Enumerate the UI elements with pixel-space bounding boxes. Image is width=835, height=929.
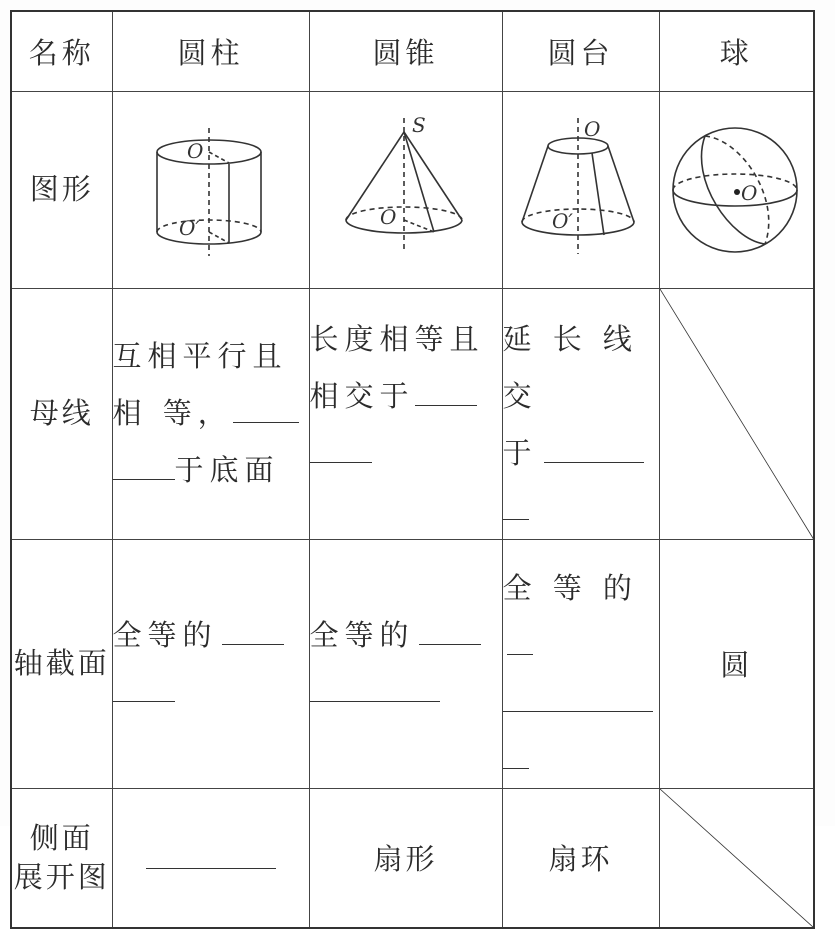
cyl-gen-line2-wrap <box>113 385 309 442</box>
frustum-figure-cell <box>502 91 659 288</box>
sphere-figure-cell <box>659 91 814 288</box>
fill-blank <box>310 675 440 702</box>
frustum-axial-line3-wrap <box>503 731 659 788</box>
fill-blank <box>544 436 644 463</box>
fill-blank <box>113 453 175 480</box>
frustum-gen-line2: 于 <box>502 435 538 470</box>
cone-base-center-label: O <box>379 204 396 229</box>
cyl-axial-text: 全等的 <box>112 617 218 652</box>
cylinder-figure <box>121 110 301 270</box>
generatrix-row <box>11 288 814 539</box>
cyl-bottom-center-label: O′ <box>178 215 200 240</box>
axial-row-label: 轴截面 <box>11 539 112 788</box>
not-applicable-slash <box>660 789 814 928</box>
frustum-top-center-label: O <box>583 116 600 141</box>
figure-row-label: 图形 <box>11 91 112 288</box>
cone-axial-cell <box>309 539 502 788</box>
cone-axial-line2-wrap <box>310 664 502 721</box>
fill-blank <box>507 628 533 655</box>
cone-axial-line1-wrap <box>310 607 502 664</box>
frustum-gen-line2-wrap <box>503 425 659 482</box>
fill-blank <box>503 742 529 769</box>
frustum-gen-line3-wrap <box>503 482 659 539</box>
cone-lateral-cell: 扇形 <box>309 788 502 928</box>
frustum-gen-line1: 延 长 线 交 <box>502 321 638 413</box>
header-frustum: 圆台 <box>502 11 659 91</box>
fill-blank <box>415 379 477 406</box>
frustum-figure <box>506 110 656 270</box>
fill-blank <box>503 685 653 712</box>
fill-blank <box>233 396 299 423</box>
cylinder-figure-cell <box>112 91 309 288</box>
cone-generatrix-cell <box>309 288 502 539</box>
frustum-axial-line1-wrap <box>503 560 659 674</box>
sphere-center-label: O <box>741 180 758 205</box>
cone-gen-line2: 相交于 <box>309 378 415 413</box>
lateral-row-label <box>11 788 112 928</box>
header-row <box>11 11 814 91</box>
cone-figure <box>316 110 496 270</box>
fill-blank <box>113 675 175 702</box>
cyl-gen-line2: 相 等， <box>112 396 233 430</box>
cylinder-axial-cell <box>112 539 309 788</box>
cylinder-generatrix-cell <box>112 288 309 539</box>
frustum-generatrix-cell <box>502 288 659 539</box>
header-sphere: 球 <box>659 11 814 91</box>
generatrix-row-label: 母线 <box>11 288 112 539</box>
header-cone: 圆锥 <box>309 11 502 91</box>
cyl-top-center-label: O <box>186 138 203 163</box>
fill-blank <box>310 436 372 463</box>
cyl-axial-line2-wrap <box>113 664 309 721</box>
frustum-axial-text: 全 等 的 <box>502 570 638 605</box>
lateral-label-line1: 侧面 <box>29 820 94 855</box>
frustum-bottom-center-label: O′ <box>551 208 573 233</box>
cyl-gen-line3-wrap <box>113 442 309 499</box>
cone-gen-line1: 长度相等且 <box>309 321 485 356</box>
cone-gen-line2-wrap <box>310 368 502 425</box>
cyl-gen-line3: 于底面 <box>174 453 280 487</box>
frustum-axial-cell <box>502 539 659 788</box>
cone-apex-label: S <box>411 112 426 137</box>
cylinder-lateral-cell <box>112 788 309 928</box>
lateral-development-row <box>11 788 814 928</box>
solids-comparison-table <box>10 10 815 929</box>
cyl-gen-line1: 互相平行且 <box>112 339 288 373</box>
cyl-axial-line1-wrap <box>113 607 309 664</box>
header-cylinder: 圆柱 <box>112 11 309 91</box>
sphere-axial-cell: 圆 <box>659 539 814 788</box>
sphere-figure <box>661 110 811 270</box>
cone-gen-line3-wrap <box>310 425 502 482</box>
frustum-axial-line2-wrap <box>503 674 659 731</box>
fill-blank <box>222 618 284 645</box>
cone-figure-cell <box>309 91 502 288</box>
sphere-generatrix-cell <box>659 288 814 539</box>
fill-blank <box>146 842 276 869</box>
not-applicable-slash <box>660 289 814 539</box>
frustum-lateral-cell: 扇环 <box>502 788 659 928</box>
header-name: 名称 <box>11 11 112 91</box>
fill-blank <box>503 493 529 520</box>
figure-row <box>11 91 814 288</box>
axial-section-row <box>11 539 814 788</box>
fill-blank <box>419 618 481 645</box>
sphere-lateral-cell <box>659 788 814 928</box>
lateral-label-line2: 展开图 <box>13 859 110 894</box>
cone-axial-text: 全等的 <box>309 617 415 652</box>
